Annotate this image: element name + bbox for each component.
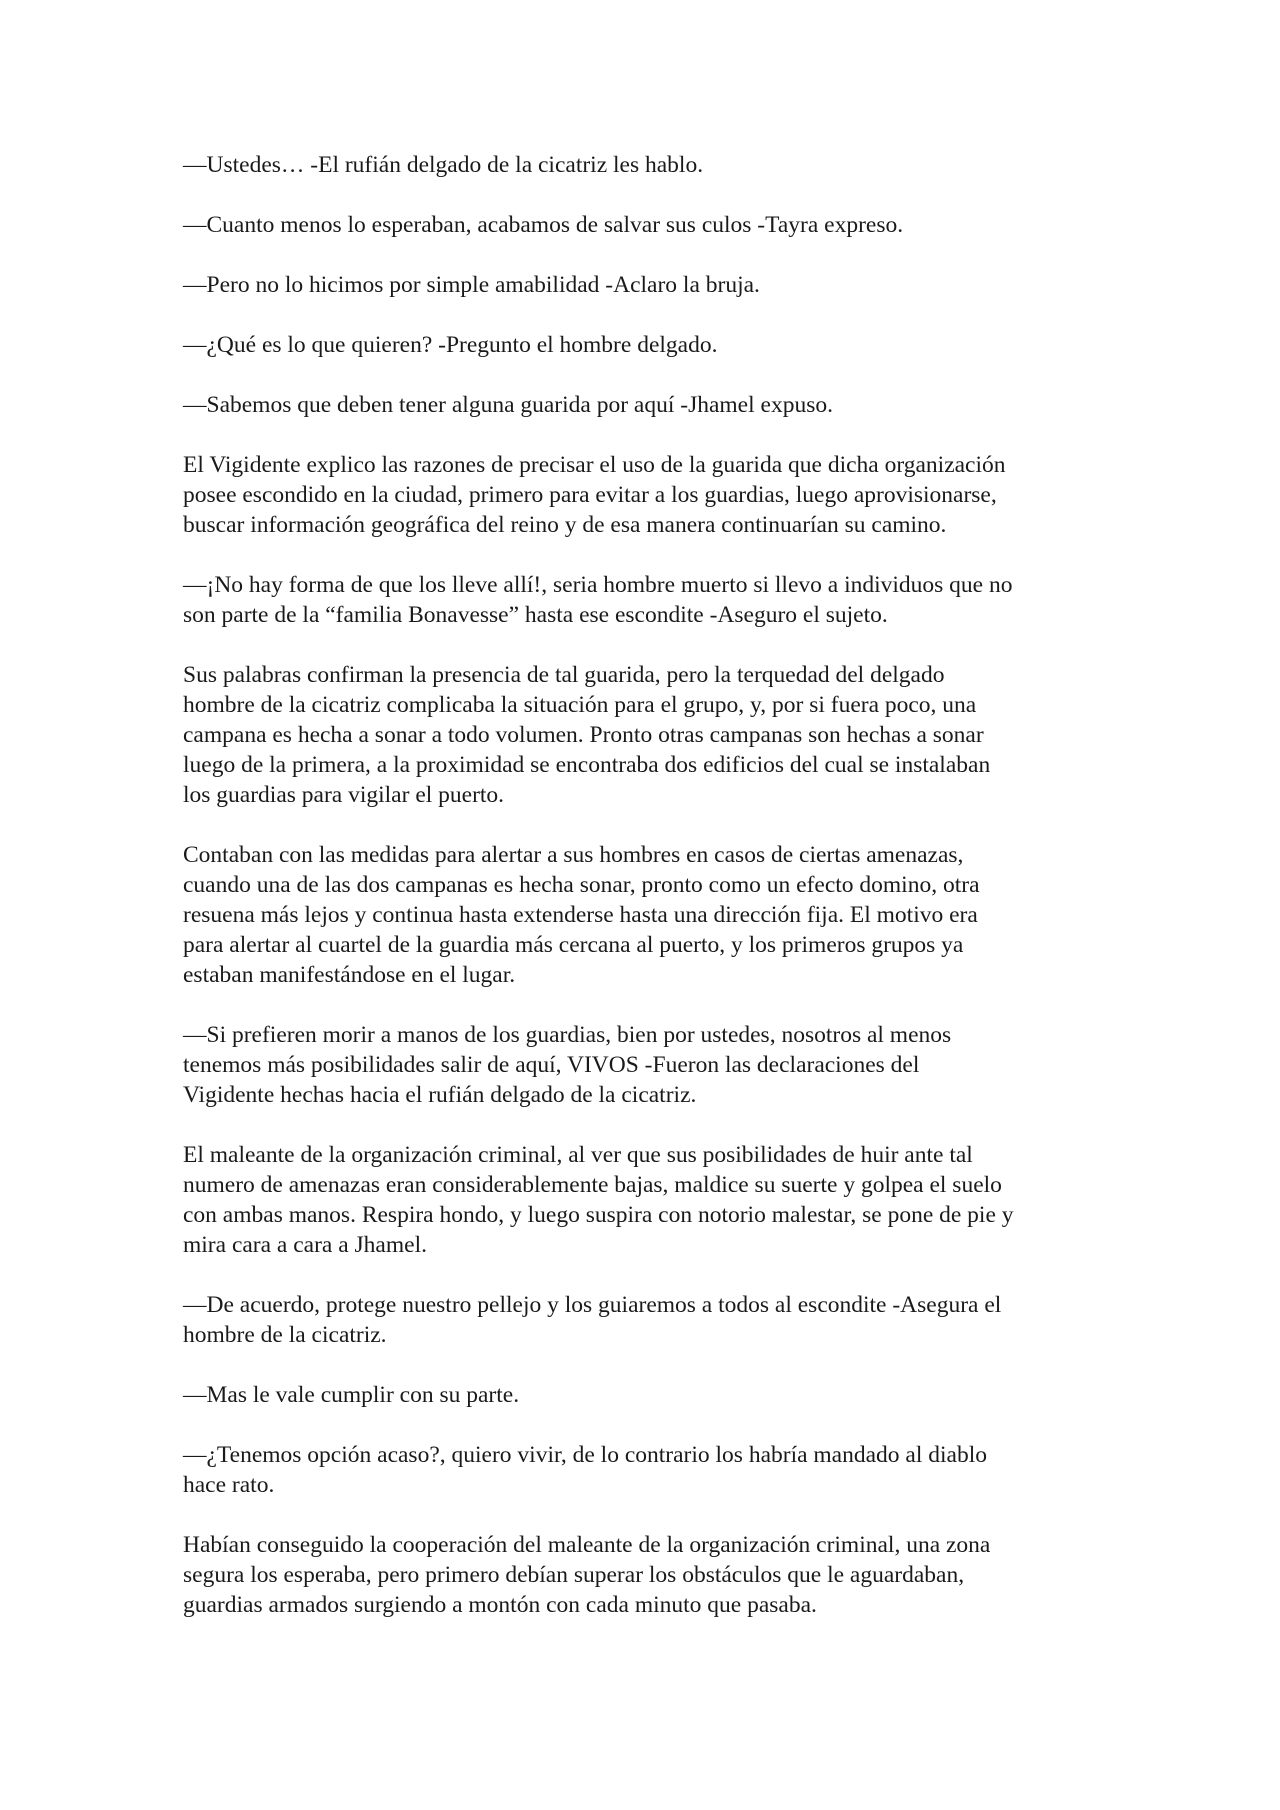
paragraph-11: El maleante de la organización criminal, al ver que sus posibilidades de huir ante tal numero de amenazas eran considerablemente bajas, maldice su suerte y golpea el suelo con ambas manos. Respira hondo, y luego suspira con notorio malestar, se pone de pie y mira cara a cara a Jhamel. <box>183 1142 1014 1258</box>
paragraph-9: Contaban con las medidas para alertar a sus hombres en casos de ciertas amenazas, cuando una de las dos campanas es hecha sonar, pronto como un efecto domino, otra resuena más lejos y continua hasta extenderse hasta una dirección fija. El motivo era para alertar al cuartel de la guardia más cercana al puerto, y los primeros grupos ya estaban manifestándose en el lugar. <box>183 842 980 988</box>
paragraph-7: —¡No hay forma de que los lleve allí!, seria hombre muerto si llevo a individuos que no son parte de la “familia Bonavesse” hasta ese escondite -Aseguro el sujeto. <box>183 572 1013 628</box>
document-page <box>183 150 1113 1650</box>
paragraph-6: El Vigidente explico las razones de precisar el uso de la guarida que dicha organización posee escondido en la ciudad, primero para evitar a los guardias, luego aprovisionarse, buscar información geográfica del reino y de esa manera continuarían su camino. <box>183 452 1006 538</box>
paragraph-8: Sus palabras confirman la presencia de tal guarida, pero la terquedad del delgado hombre de la cicatriz complicaba la situación para el grupo, y, por si fuera poco, una campana es hecha a sonar a todo volumen. Pronto otras campanas son hechas a sonar luego de la primera, a la proximidad se encontraba dos edificios del cual se instalaban los guardias para vigilar el puerto. <box>183 662 991 808</box>
paragraph-2: —Cuanto menos lo esperaban, acabamos de salvar sus culos -Tayra expreso. <box>183 212 904 238</box>
paragraph-4: —¿Qué es lo que quieren? -Pregunto el hombre delgado. <box>183 332 718 358</box>
paragraph-13: —Mas le vale cumplir con su parte. <box>183 1382 520 1408</box>
paragraph-15: Habían conseguido la cooperación del maleante de la organización criminal, una zona segura los esperaba, pero primero debían superar los obstáculos que le aguardaban, guardias armados surgiendo a montón con cada minuto que pasaba. <box>183 1532 991 1618</box>
paragraph-12: —De acuerdo, protege nuestro pellejo y los guiaremos a todos al escondite -Asegura el hombre de la cicatriz. <box>183 1292 1002 1348</box>
paragraph-5: —Sabemos que deben tener alguna guarida por aquí -Jhamel expuso. <box>183 392 833 418</box>
paragraph-10: —Si prefieren morir a manos de los guardias, bien por ustedes, nosotros al menos tenemos más posibilidades salir de aquí, VIVOS -Fueron las declaraciones del Vigidente hechas hacia el rufián delgado de la cicatriz. <box>183 1022 952 1108</box>
paragraph-1: —Ustedes… -El rufián delgado de la cicatriz les hablo. <box>183 152 704 178</box>
paragraph-14: —¿Tenemos opción acaso?, quiero vivir, de lo contrario los habría mandado al diablo hace rato. <box>183 1442 987 1498</box>
paragraph-3: —Pero no lo hicimos por simple amabilidad -Aclaro la bruja. <box>183 272 760 298</box>
